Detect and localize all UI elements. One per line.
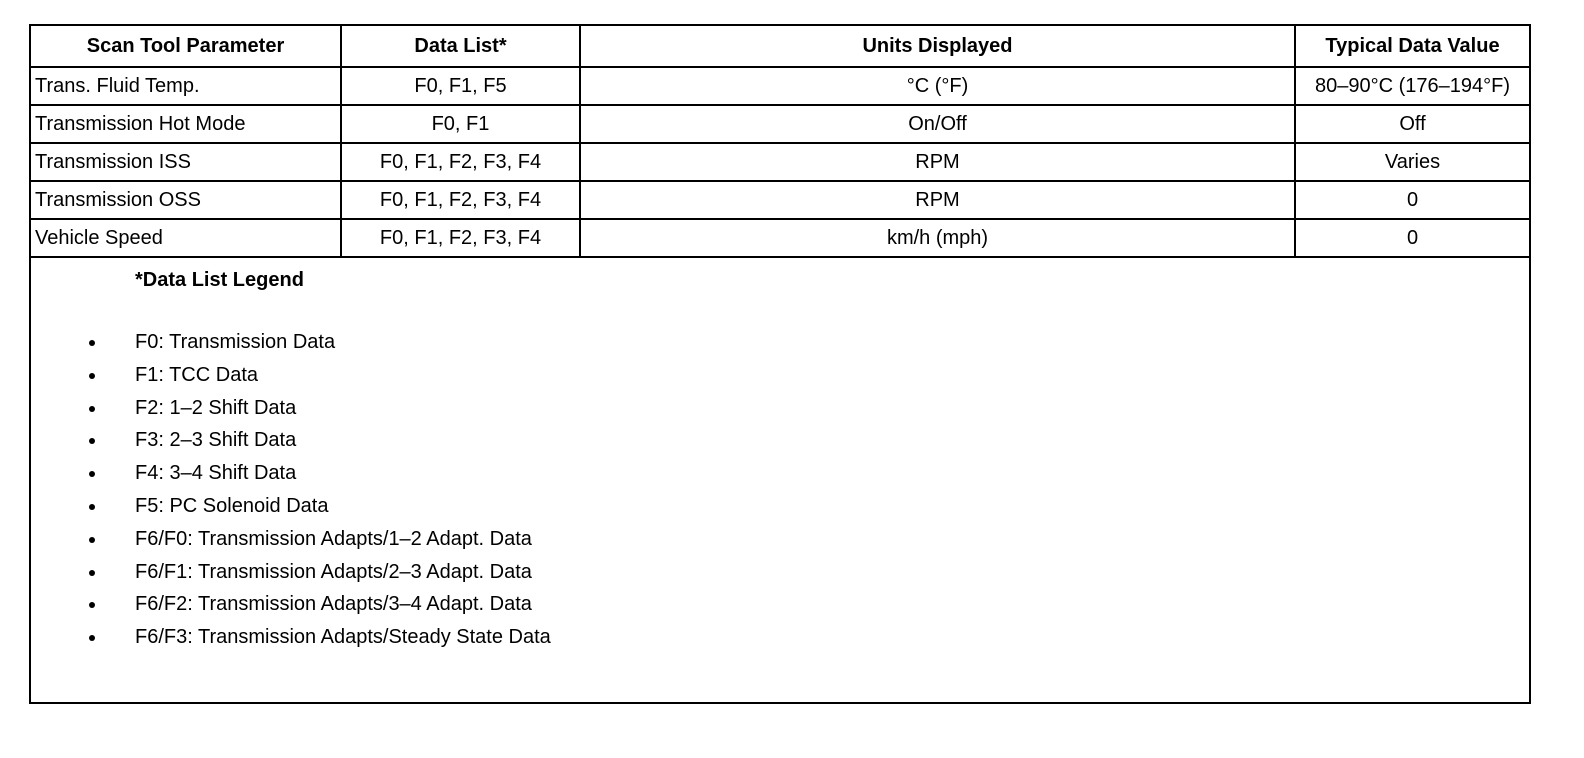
- legend-item-text: F3: 2–3 Shift Data: [135, 429, 297, 452]
- header-row: [30, 25, 1530, 67]
- cell-data-list: F0, F1: [341, 105, 580, 143]
- list-item: [31, 457, 1529, 490]
- column-header-parameter: Scan Tool Parameter: [30, 25, 341, 67]
- column-header-typical-value: Typical Data Value: [1295, 25, 1530, 67]
- bullet-icon: [89, 406, 95, 412]
- list-item: [31, 326, 1529, 359]
- table-row: [30, 105, 1530, 143]
- cell-units: On/Off: [580, 105, 1295, 143]
- legend-item-text: F4: 3–4 Shift Data: [135, 462, 297, 485]
- cell-typical-value: 80–90°C (176–194°F): [1295, 67, 1530, 105]
- cell-typical-value: Varies: [1295, 143, 1530, 181]
- bullet-icon: [89, 570, 95, 576]
- list-item: [31, 621, 1529, 654]
- column-header-data-list: Data List*: [341, 25, 580, 67]
- cell-units: RPM: [580, 143, 1295, 181]
- legend-title: *Data List Legend: [135, 269, 304, 291]
- legend-row: [30, 257, 1530, 703]
- legend-cell: [30, 257, 1530, 703]
- cell-parameter: Trans. Fluid Temp.: [30, 67, 341, 105]
- cell-units: °C (°F): [580, 67, 1295, 105]
- legend-item-text: F0: Transmission Data: [135, 331, 336, 353]
- list-item: [31, 424, 1529, 457]
- bullet-icon: [89, 504, 95, 510]
- legend-item-text: F6/F0: Transmission Adapts/1–2 Adapt. Data: [135, 527, 532, 550]
- cell-parameter: Transmission Hot Mode: [30, 105, 341, 143]
- cell-units: RPM: [580, 181, 1295, 219]
- cell-typical-value: 0: [1295, 181, 1530, 219]
- legend-item-text: F2: 1–2 Shift Data: [135, 396, 297, 419]
- legend-item-text: F6/F2: Transmission Adapts/3–4 Adapt. Data: [135, 593, 532, 616]
- table-row: [30, 67, 1530, 105]
- list-item: [31, 490, 1529, 523]
- column-header-units: Units Displayed: [580, 25, 1295, 67]
- cell-parameter: Transmission ISS: [30, 143, 341, 181]
- cell-parameter: Transmission OSS: [30, 181, 341, 219]
- bullet-icon: [89, 471, 95, 477]
- cell-units: km/h (mph): [580, 219, 1295, 257]
- table-row: [30, 181, 1530, 219]
- cell-data-list: F0, F1, F2, F3, F4: [341, 143, 580, 181]
- bullet-icon: [89, 602, 95, 608]
- bullet-icon: [89, 373, 95, 379]
- legend-item-text: F6/F1: Transmission Adapts/2–3 Adapt. Data: [135, 560, 532, 583]
- cell-data-list: F0, F1, F2, F3, F4: [341, 219, 580, 257]
- list-item: [31, 523, 1529, 556]
- table-row: [30, 219, 1530, 257]
- scan-tool-table-container: [29, 24, 1529, 704]
- legend-item-text: F6/F3: Transmission Adapts/Steady State Data: [135, 626, 551, 649]
- bullet-icon: [89, 537, 95, 543]
- cell-data-list: F0, F1, F2, F3, F4: [341, 181, 580, 219]
- list-item: [31, 588, 1529, 621]
- bullet-icon: [89, 438, 95, 444]
- cell-typical-value: Off: [1295, 105, 1530, 143]
- cell-data-list: F0, F1, F5: [341, 67, 580, 105]
- bullet-icon: [89, 340, 95, 346]
- cell-parameter: Vehicle Speed: [30, 219, 341, 257]
- bullet-icon: [89, 635, 95, 641]
- table-row: [30, 143, 1530, 181]
- legend-item-text: F5: PC Solenoid Data: [135, 494, 329, 517]
- scan-tool-table: [29, 24, 1531, 704]
- list-item: [31, 392, 1529, 425]
- list-item: [31, 359, 1529, 392]
- list-item: [31, 556, 1529, 589]
- legend-list: [31, 326, 1529, 654]
- legend-item-text: F1: TCC Data: [135, 363, 258, 386]
- cell-typical-value: 0: [1295, 219, 1530, 257]
